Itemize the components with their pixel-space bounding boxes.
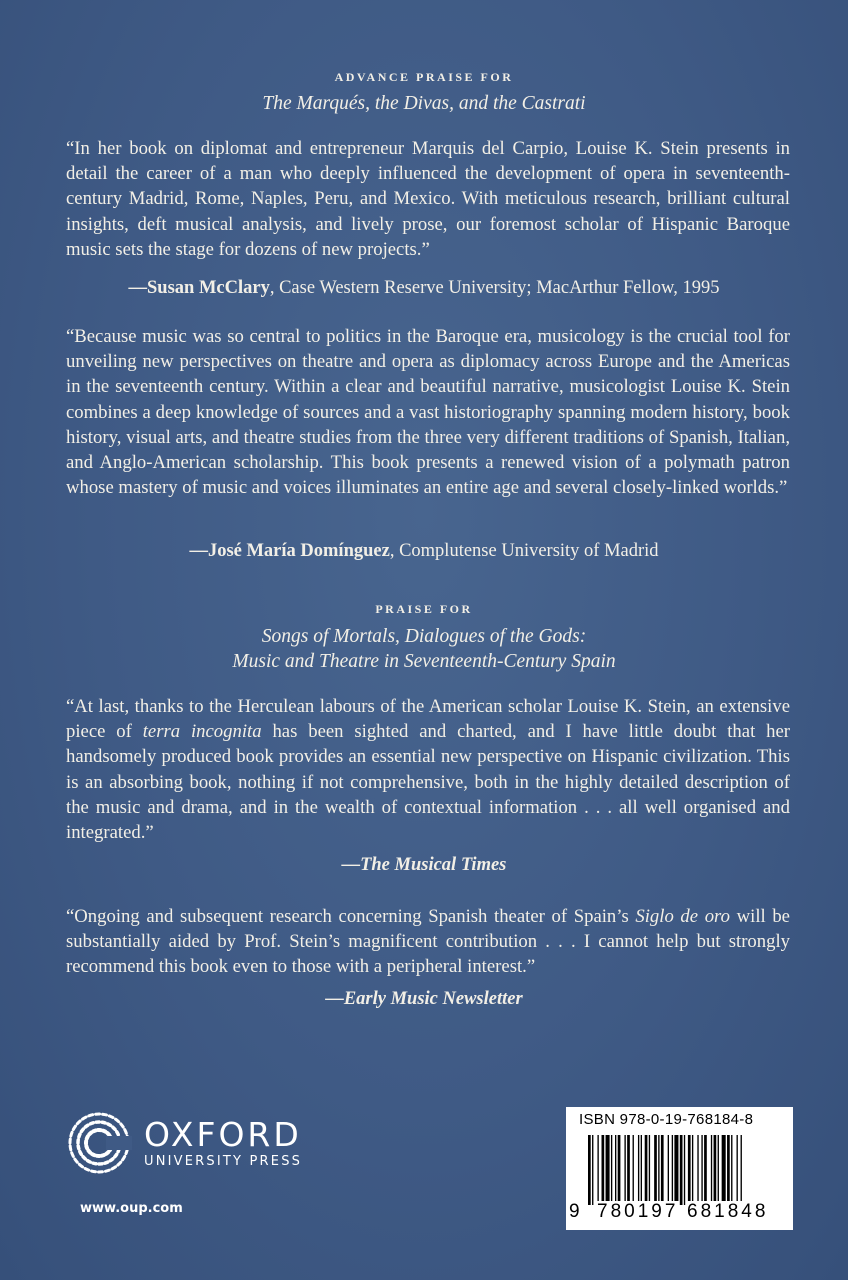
university-press-wordmark: UNIVERSITY PRESS bbox=[144, 1153, 303, 1169]
barcode-bar bbox=[672, 1135, 673, 1205]
barcode-bar bbox=[597, 1135, 598, 1205]
barcode-bar bbox=[627, 1135, 630, 1205]
barcode-bar bbox=[674, 1135, 678, 1205]
barcode-bar bbox=[684, 1135, 685, 1205]
barcode-bar bbox=[633, 1135, 634, 1205]
barcode-bar bbox=[680, 1135, 683, 1205]
barcode-bar bbox=[661, 1135, 664, 1205]
oxford-wordmark: OXFORD bbox=[144, 1114, 302, 1154]
barcode-bar bbox=[618, 1135, 621, 1205]
quote-text: “Ongoing and subsequent research concerning Spanish theater of Spain’s bbox=[66, 906, 636, 927]
previous-book-title-line2: Music and Theatre in Seventeenth-Century Spain bbox=[232, 651, 616, 672]
barcode-bar bbox=[645, 1135, 648, 1205]
barcode-bar bbox=[688, 1135, 691, 1205]
barcode-bar bbox=[704, 1135, 707, 1205]
quote-italic: terra incognita bbox=[142, 721, 262, 743]
barcode-bar bbox=[615, 1135, 616, 1205]
advance-praise-heading: ADVANCE PRAISE FOR bbox=[334, 70, 514, 84]
barcode-bar bbox=[624, 1135, 625, 1205]
barcode-bar bbox=[592, 1135, 593, 1205]
quote-early-music bbox=[66, 904, 790, 980]
barcode-bar bbox=[588, 1135, 591, 1205]
barcode-bar bbox=[654, 1135, 657, 1205]
attribution-name: —José María Domínguez bbox=[189, 541, 390, 561]
publisher-url[interactable]: www.oup.com bbox=[80, 1201, 183, 1216]
quote-italic: Siglo de oro bbox=[635, 906, 730, 927]
barcode-bar bbox=[641, 1135, 642, 1205]
barcode-bar bbox=[741, 1135, 742, 1205]
attribution-affiliation: , Case Western Reserve University; MacArthur Fellow, 1995 bbox=[269, 278, 720, 298]
quote-mcclary: “In her book on diplomat and entrepreneur Marquis del Carpio, Louise K. Stein presents in detail the career of a man who deeply influenced the development of opera in seventeenth-century Madrid, Rome, Naples, Peru, and Mexico. With meticulous research, brilliant cultural insights, deft musical analysis, and lively prose, our foremost scholar of Hispanic Baroque music sets the stage for dozens of new projects.” bbox=[66, 138, 790, 260]
attribution-early-music bbox=[0, 987, 848, 1011]
barcode-bar bbox=[718, 1135, 719, 1205]
barcode-bar bbox=[606, 1135, 610, 1205]
barcode-bar bbox=[668, 1135, 669, 1205]
praise-for-heading: PRAISE FOR bbox=[375, 602, 473, 616]
attribution-name: —Susan McClary bbox=[128, 278, 270, 298]
previous-book-title-line1: Songs of Mortals, Dialogues of the Gods: bbox=[261, 626, 587, 647]
barcode-bar bbox=[697, 1135, 698, 1205]
barcode-digit-first: 9 bbox=[569, 1201, 580, 1222]
barcode-bar bbox=[701, 1135, 702, 1205]
attribution-affiliation: , Complutense University of Madrid bbox=[389, 541, 659, 561]
attribution-mcclary bbox=[0, 276, 848, 300]
quote-musical-times bbox=[66, 694, 790, 845]
attribution-dominguez bbox=[0, 539, 848, 563]
attribution-source: —The Musical Times bbox=[341, 855, 507, 875]
barcode-bar bbox=[649, 1135, 650, 1205]
attribution-musical-times bbox=[0, 853, 848, 877]
barcode-bar bbox=[731, 1135, 732, 1205]
barcode-bar bbox=[658, 1135, 659, 1205]
barcode-digits-left: 780197 bbox=[597, 1201, 679, 1222]
barcode-bar bbox=[727, 1135, 730, 1205]
quote-text: “At last, thanks to the Herculean labours of the American scholar Louise K. Stein, an extensive piece of bbox=[66, 696, 790, 743]
quote-dominguez: “Because music was so central to politics in the Baroque era, musicology is the crucial tool for unveiling new perspectives on theatre and opera as diplomacy across Europe and the Americas in the seventeenth century. Within a clear and beautiful narrative, musicologist Louise K. Stein combines a deep knowledge of sources and a vast historiography spanning modern history, book history, visual arts, and theatre studies from the three very different traditions of Spanish, Italian, and Anglo-American scholarship. This book presents a renewed vision of a polymath patron whose mastery of music and voices illuminates an entire age and several closely-linked worlds.” bbox=[66, 326, 790, 499]
quote-text: has been sighted and charted, and I have little doubt that her handsomely produced book provides an essential new perspective on Hispanic civilization. This is an absorbing book, nothing if not comprehensive, both in the highly detailed description of the music and drama, and in the wealth of contextual information . . . all well organised and integrated.” bbox=[66, 721, 790, 844]
barcode-bar bbox=[611, 1135, 612, 1205]
barcode-bar bbox=[711, 1135, 712, 1205]
isbn-label: ISBN 978-0-19-768184-8 bbox=[579, 1111, 754, 1128]
barcode-bar bbox=[737, 1135, 738, 1205]
barcode-bar bbox=[638, 1135, 639, 1205]
barcode-bar bbox=[722, 1135, 726, 1205]
book-title: The Marqués, the Divas, and the Castrati bbox=[262, 93, 586, 114]
barcode-bar bbox=[714, 1135, 717, 1205]
oup-logo bbox=[66, 1110, 302, 1176]
quote-text: will be substantially aided by Prof. Stein’s magnificent contribution . . . I cannot help but strongly recommend this book even to those with a peripheral interest.” bbox=[66, 906, 790, 978]
barcode-digits-right: 681848 bbox=[687, 1201, 769, 1222]
oup-swirl-icon bbox=[66, 1110, 132, 1176]
barcode-bar bbox=[602, 1135, 605, 1205]
barcode-bar bbox=[692, 1135, 693, 1205]
attribution-source: —Early Music Newsletter bbox=[325, 989, 523, 1009]
isbn-barcode bbox=[566, 1107, 793, 1230]
